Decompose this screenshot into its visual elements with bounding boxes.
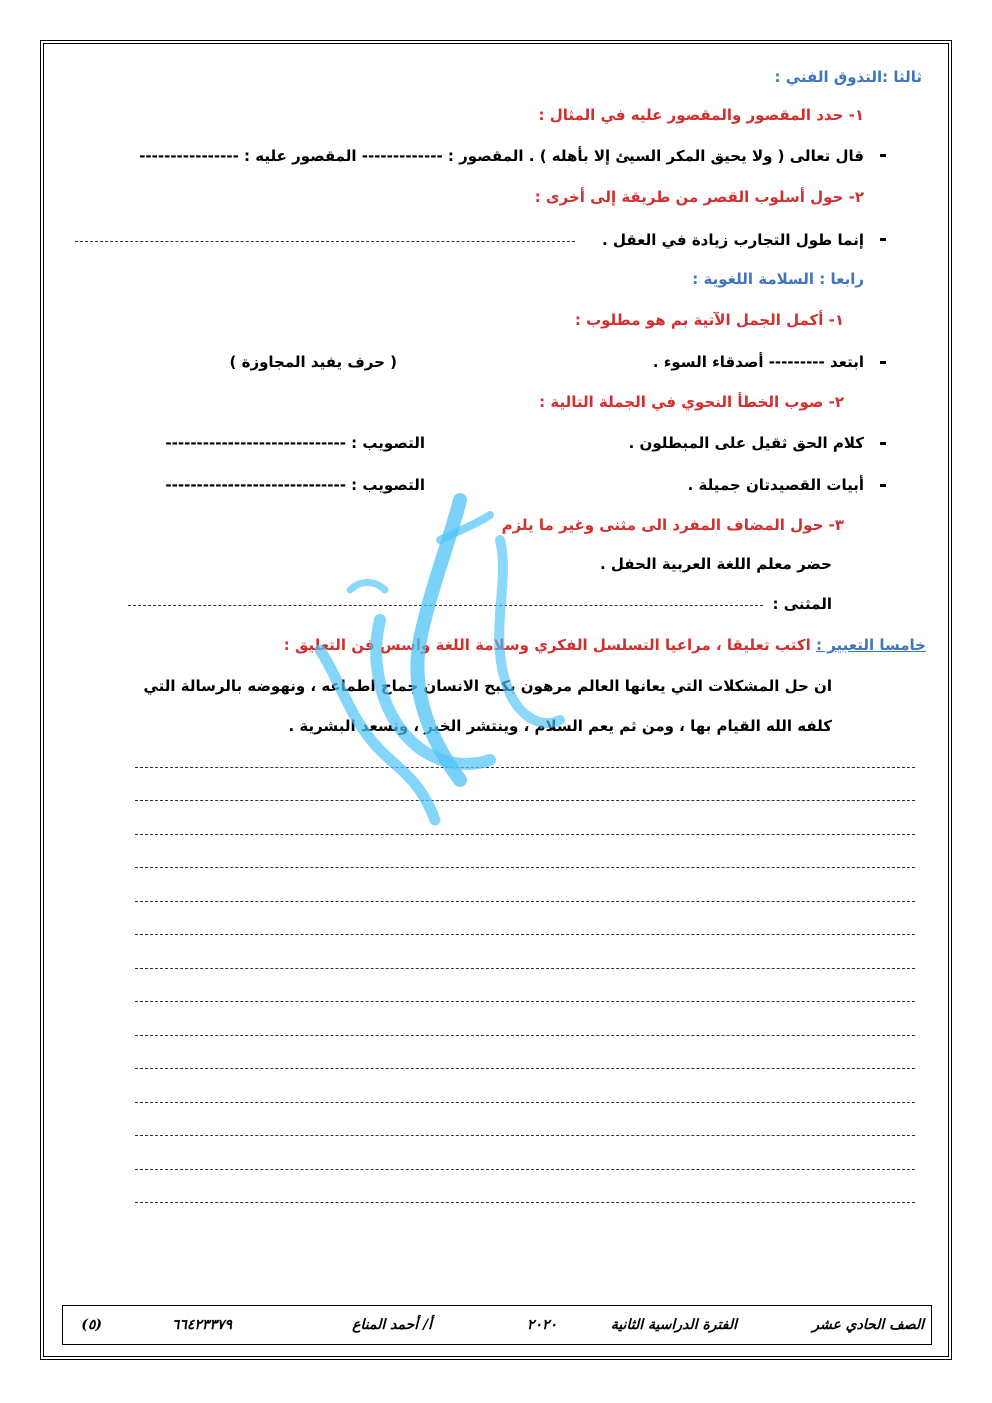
- writing-line: [135, 867, 915, 868]
- section5-text-line2: كلفه الله القيام بها ، ومن ثم يعم السلام ، وينتشر الخير ، وتسعد البشرية .: [288, 717, 832, 735]
- section4-q3-dual-label: المثنى :: [772, 595, 832, 613]
- section4-q2-item2-correction: التصويب : -----------------------------: [165, 476, 425, 494]
- footer-teacher: أ/ أحمد المناع: [352, 1317, 432, 1333]
- bullet: [880, 361, 886, 364]
- section4-q1-sentence: ابتعد --------- أصدقاء السوء .: [652, 353, 864, 371]
- writing-line: [135, 1102, 915, 1103]
- section5-instruction: اكتب تعليقا ، مراعيا التسلسل الفكري وسلامة اللغة واسس فن التعليق :: [283, 636, 811, 654]
- footer-year: ٢٠٢٠: [526, 1317, 557, 1333]
- bullet: [880, 238, 886, 241]
- writing-line: [135, 800, 915, 801]
- writing-line: [135, 1202, 915, 1203]
- section4-q1-title: ١- أكمل الجمل الآتية بم هو مطلوب :: [574, 311, 844, 329]
- writing-line: [135, 767, 915, 768]
- footer-grade: الصف الحادي عشر: [812, 1317, 924, 1333]
- section5-text-line1: ان حل المشكلات التي يعانها العالم مرهون بكبح الانسان جماح اطماعه ، ونهوضه بالرسالة التي: [143, 677, 832, 695]
- answer-line: [75, 241, 575, 242]
- writing-line: [135, 1068, 915, 1069]
- section4-q3-title: ٣- حول المضاف المفرد الى مثنى وغير ما يلزم: [501, 516, 844, 534]
- section3-q1-title: ١- حدد المقصور والمقصور عليه في المثال :: [538, 106, 864, 124]
- section4-q2-item2-sentence: أبيات القصيدتان جميلة .: [687, 476, 864, 494]
- writing-line: [135, 901, 915, 902]
- footer-term: الفترة الدراسية الثانية: [610, 1317, 737, 1333]
- section5-header: [284, 634, 926, 656]
- writing-line: [135, 1001, 915, 1002]
- section3-q2-line: إنما طول التجارب زيادة في العقل .: [602, 231, 864, 249]
- writing-line: [135, 934, 915, 935]
- section4-q1-hint: ( حرف يفيد المجاوزة ): [229, 353, 397, 371]
- section4-heading: رابعا : السلامة اللغوية :: [692, 270, 864, 288]
- section4-q2-item1-correction: التصويب : -----------------------------: [165, 434, 425, 452]
- section4-q2-item1-sentence: كلام الحق ثقيل على المبطلون .: [628, 434, 864, 452]
- section3-heading: ثالثا :التذوق الفني :: [774, 68, 922, 86]
- writing-line: [135, 1169, 915, 1170]
- bullet: [880, 154, 886, 157]
- answer-line: [128, 605, 763, 606]
- writing-line: [135, 834, 915, 835]
- section5-heading: خامسا التعبير :: [815, 636, 926, 654]
- writing-line: [135, 1135, 915, 1136]
- bullet: [880, 484, 886, 487]
- writing-line: [135, 1035, 915, 1036]
- writing-line: [135, 968, 915, 969]
- bullet: [880, 442, 886, 445]
- footer-phone: ٦٦٤٢٣٣٧٩: [171, 1317, 232, 1333]
- section3-q2-title: ٢- حول أسلوب القصر من طريقة إلى أخرى :: [534, 188, 864, 206]
- footer-page-number: (٥): [81, 1317, 102, 1333]
- section4-q3-sentence: حضر معلم اللغة العربية الحفل .: [599, 555, 832, 573]
- section4-q2-title: ٢- صوب الخطأ النحوي في الجملة التالية :: [539, 393, 844, 411]
- section3-q1-line: قال تعالى ( ولا يحيق المكر السيئ إلا بأهله ) . المقصور : ------------- المقصور عليه : ----------------: [139, 147, 864, 165]
